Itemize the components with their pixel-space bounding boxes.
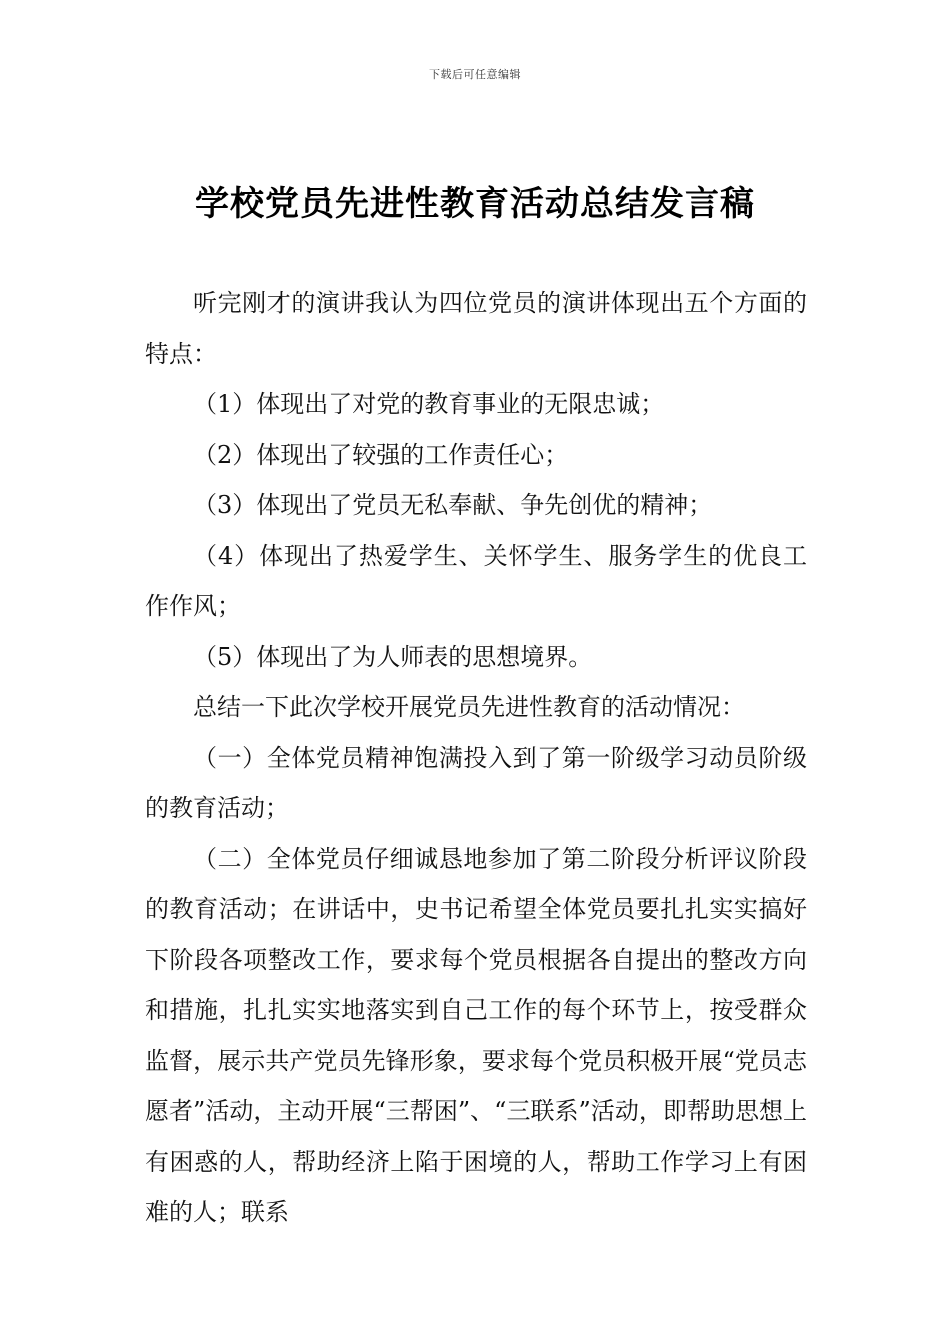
paragraph: （一）全体党员精神饱满投入到了第一阶级学习动员阶级的教育活动； xyxy=(145,743,807,822)
paragraph: （2）体现出了较强的工作责任心； xyxy=(193,440,569,469)
paragraph: （3）体现出了党员无私奉献、争先创优的精神； xyxy=(193,491,713,519)
header-note: 下载后可任意编辑 xyxy=(429,68,521,81)
document-title: 学校党员先进性教育活动总结发言稿 xyxy=(195,184,755,224)
paragraph: 总结一下此次学校开展党员先进性教育的活动情况： xyxy=(193,693,745,721)
paragraph: （4）体现出了热爱学生、关怀学生、服务学生的优良工作作风； xyxy=(145,541,807,620)
paragraph: （二）全体党员仔细诚恳地参加了第二阶段分析评议阶段的教育活动；在讲话中，史书记希望全体党员要扎扎实实搞好下阶段各项整改工作，要求每个党员根据各自提出的整改方向和措施，扎扎实实地落实到自己工作的每个环节上，按受群众监督，展示共产党员先锋形象，要求每个党员积极开展“党员志愿者”活动，主动开展“三帮困”、“三联系”活动，即帮助思想上有困惑的人，帮助经济上陷于困境的人，帮助工作学习上有困难的人；联系 xyxy=(145,844,807,1226)
document-body xyxy=(145,278,807,1238)
paragraph: （1）体现出了对党的教育事业的无限忠诚； xyxy=(193,390,665,418)
paragraph: （5）体现出了为人师表的思想境界。 xyxy=(193,642,593,671)
paragraph: 听完刚才的演讲我认为四位党员的演讲体现出五个方面的特点： xyxy=(145,289,807,368)
